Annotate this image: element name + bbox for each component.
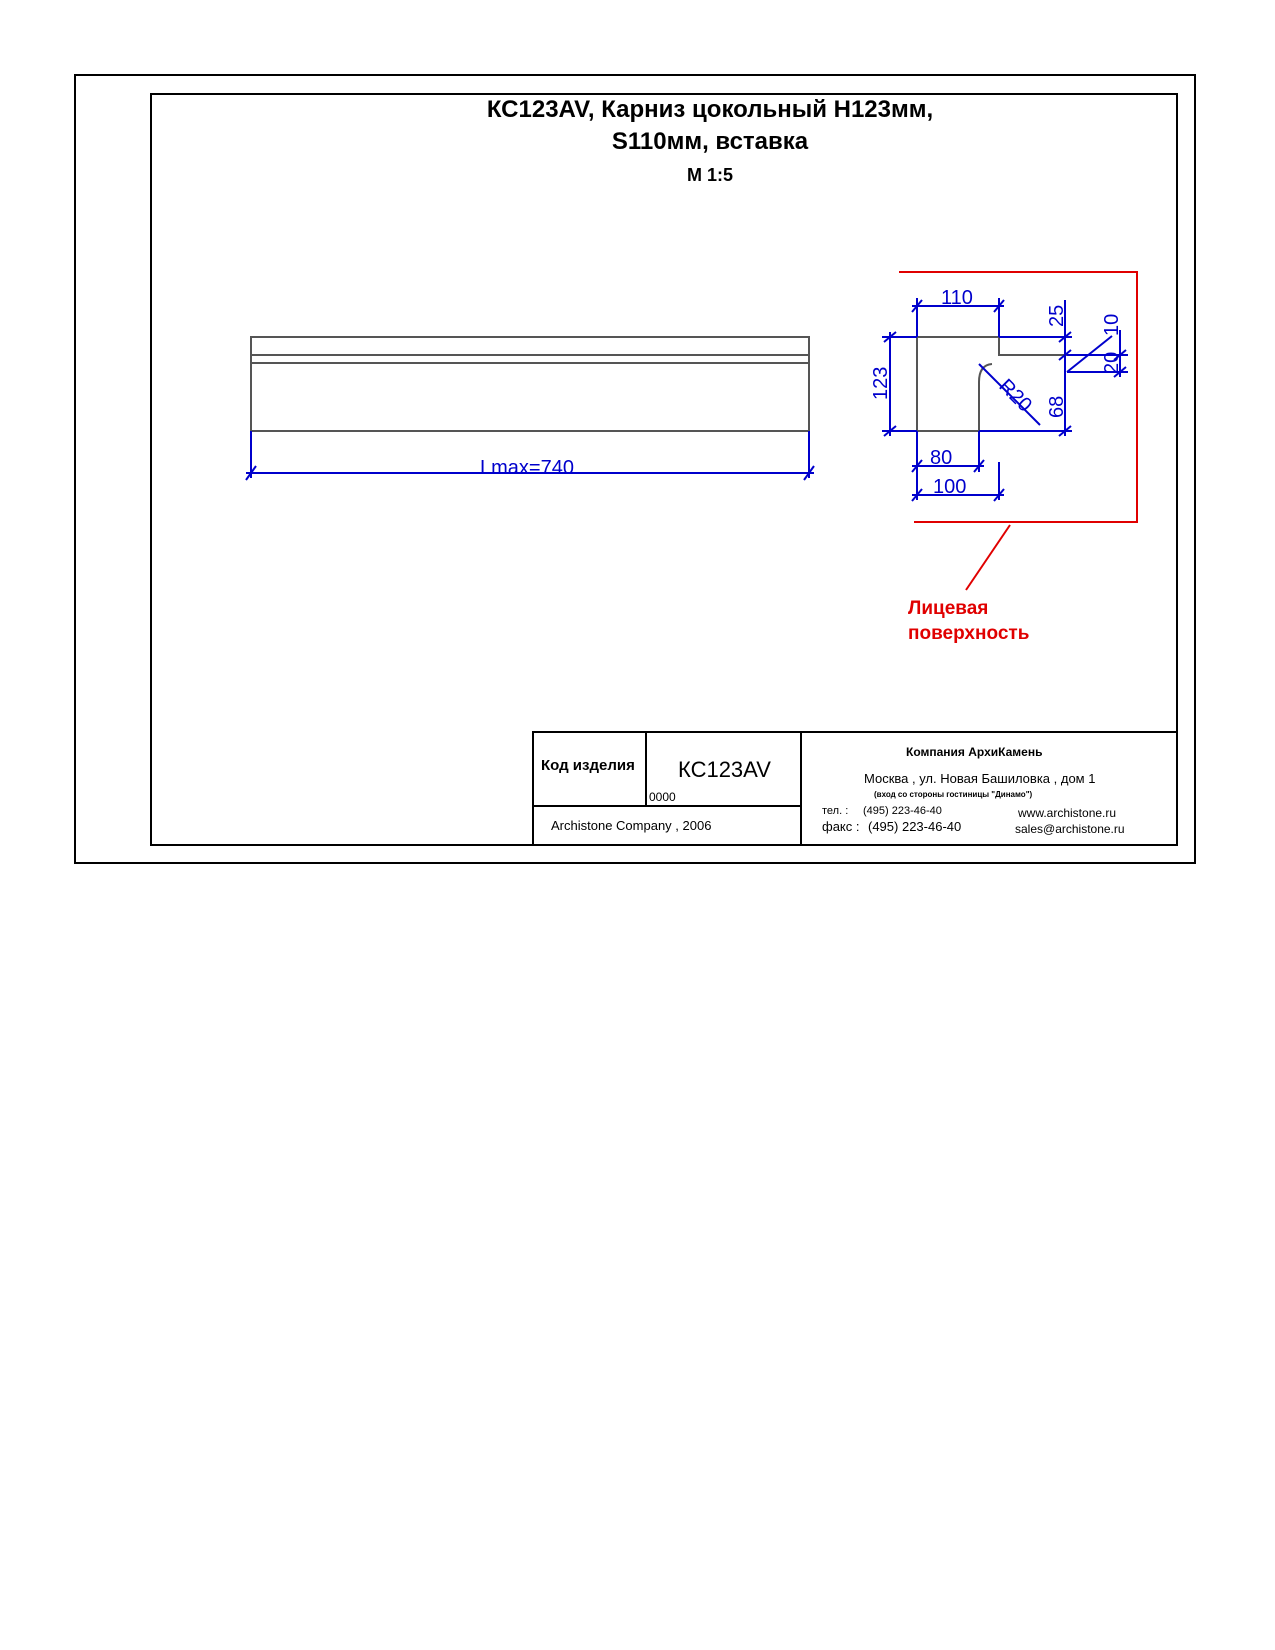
- website-link[interactable]: www.archistone.ru: [1018, 806, 1117, 820]
- face-surface-label-line2: поверхность: [908, 623, 1030, 644]
- dim-radius: R20: [994, 374, 1036, 417]
- copyright-text: Archistone Company , 2006: [551, 818, 712, 833]
- title-block-divider: [800, 731, 802, 846]
- product-code-label: Код изделия: [541, 757, 635, 774]
- drawing-scale: М 1:5: [686, 165, 733, 185]
- title-block-top-border: [532, 731, 1178, 733]
- dim-68: 68: [1046, 395, 1068, 418]
- company-name: Компания АрхиКамень: [906, 745, 1043, 759]
- dim-width-top: 110: [941, 287, 973, 309]
- dim-100: 100: [933, 476, 967, 498]
- tel-value: (495) 223-46-40: [863, 805, 942, 817]
- dim-height: 123: [870, 366, 892, 400]
- drawing-title-line1: КС123AV, Карниз цокольный Н123мм,: [486, 96, 934, 123]
- fax-value: (495) 223-46-40: [868, 819, 962, 834]
- dim-25: 25: [1046, 304, 1068, 327]
- company-address: Москва , ул. Новая Башиловка , дом 1: [864, 771, 1096, 786]
- fax-label: факс :: [822, 819, 860, 834]
- product-code-number: 0000: [649, 790, 676, 804]
- title-block-row-divider: [532, 805, 802, 807]
- section-profile: [917, 337, 1067, 431]
- dim-10: 10: [1101, 313, 1123, 336]
- tel-label: тел. :: [822, 805, 849, 817]
- email-link[interactable]: sales@archistone.ru: [1015, 822, 1125, 836]
- dim-20: 20: [1101, 351, 1123, 374]
- dim-80: 80: [930, 447, 953, 469]
- front-view-outline: [251, 337, 809, 431]
- face-surface-label-line1: Лицевая: [908, 598, 989, 619]
- title-block-divider: [645, 731, 647, 807]
- front-view: [251, 337, 809, 431]
- product-code-value: КС123AV: [678, 757, 771, 782]
- company-address-note: (вход со стороны гостиницы "Динамо"): [874, 790, 1033, 799]
- title-block-divider: [532, 731, 534, 846]
- drawing-title-line2: S110мм, вставка: [611, 128, 809, 155]
- length-dimension-label: Lmax=740: [480, 457, 574, 479]
